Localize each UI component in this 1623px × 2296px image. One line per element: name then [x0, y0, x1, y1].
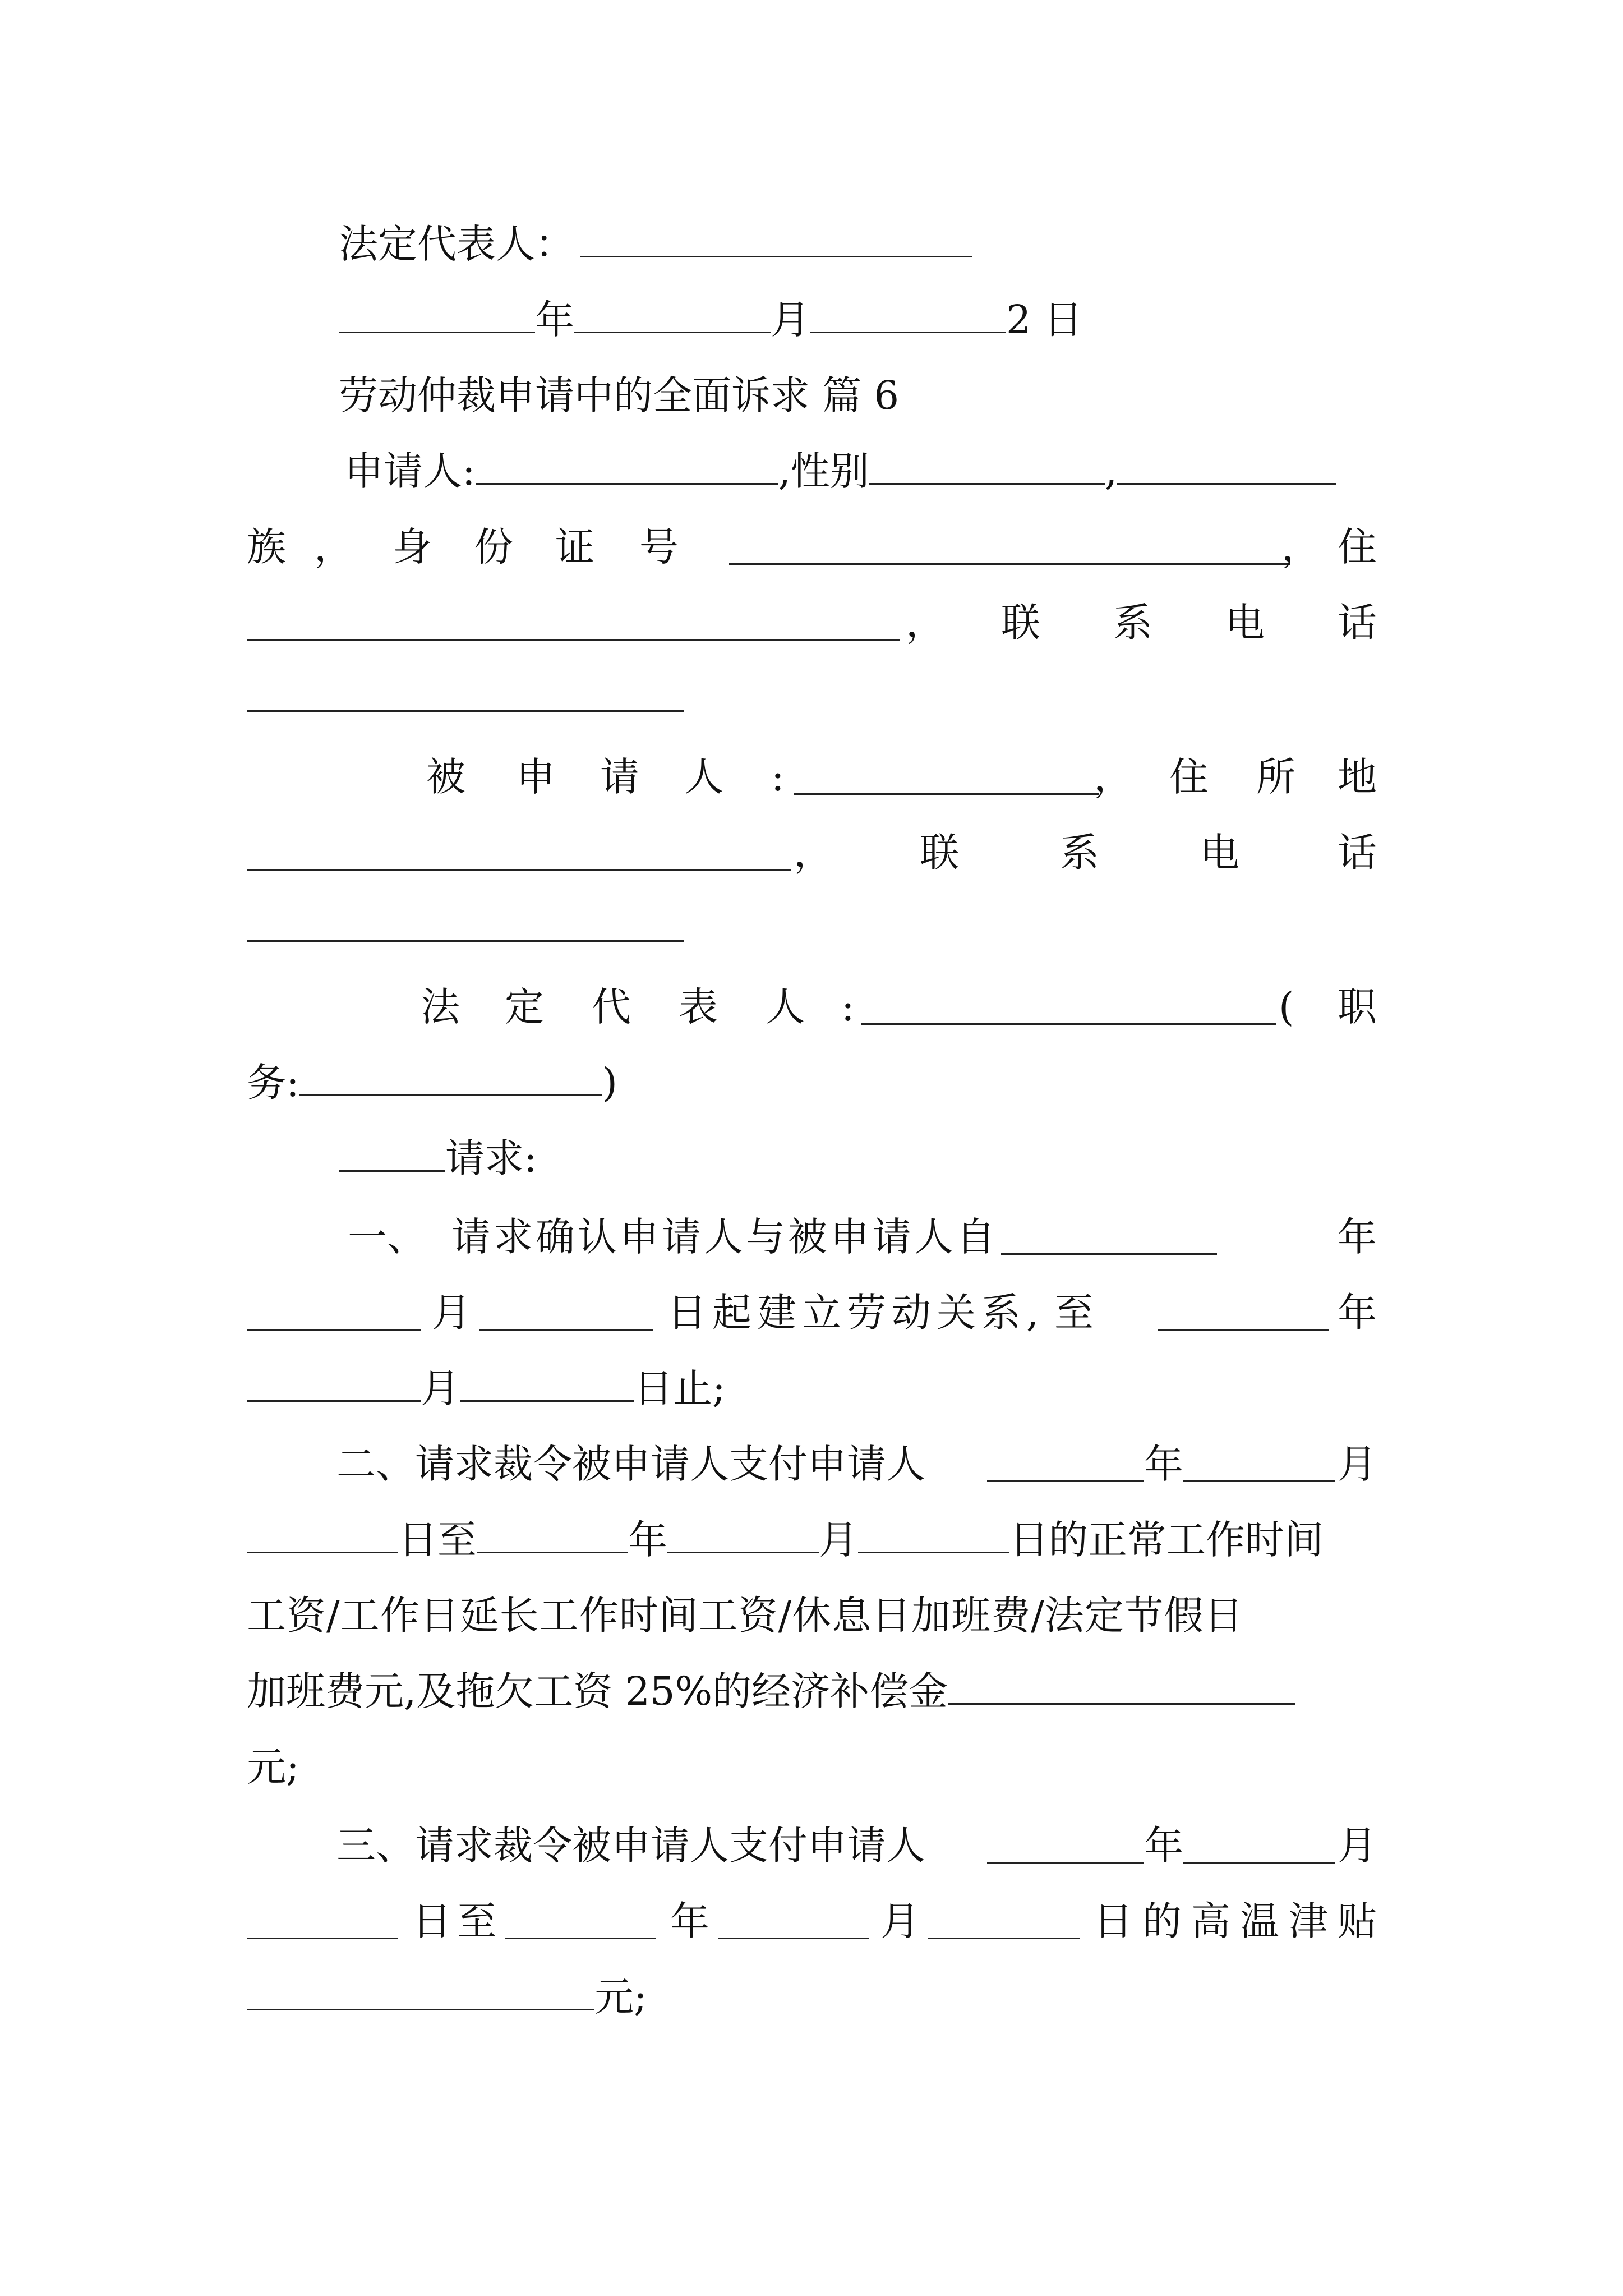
applicant-label: 申请人:	[344, 448, 476, 494]
month-label: 月	[1338, 1823, 1377, 1869]
item2-line-c	[247, 1593, 1244, 1639]
item3-char: 温	[1240, 1898, 1279, 1944]
item3-start-month-blank	[1183, 1832, 1335, 1864]
legal-rep-line-1	[339, 221, 972, 267]
tel-char: 联	[920, 830, 959, 876]
item1-char: 申	[830, 1214, 869, 1260]
colon: :	[771, 754, 785, 800]
item1-char: 建	[757, 1290, 796, 1336]
item3-char: 高	[1191, 1898, 1230, 1944]
respondent-line-3	[247, 909, 684, 948]
tel-char: 系	[1113, 600, 1152, 646]
applicant-name-blank	[476, 453, 778, 485]
start-month-blank	[247, 1299, 421, 1331]
start-day-blank	[479, 1299, 653, 1331]
start-year-blank	[1001, 1223, 1217, 1255]
tel-char: 系	[1060, 830, 1099, 876]
item3-end-day-blank	[928, 1907, 1080, 1939]
item1-char: 与	[746, 1214, 785, 1260]
item2-text: 加班费元,及拖欠工资 25%的经济补偿金	[247, 1668, 948, 1714]
comma: ，	[1094, 754, 1133, 800]
address-blank	[247, 609, 900, 641]
day-to-label: 日至	[398, 1517, 477, 1563]
rep-char: 代	[592, 984, 631, 1030]
item2-text: 二、请求裁令被申请人支付申请人	[336, 1441, 925, 1487]
item3-char: 的	[1142, 1898, 1182, 1944]
item3-start-day-blank	[247, 1907, 398, 1939]
item3-line-c	[247, 1974, 647, 2020]
item1-char: 至	[1054, 1290, 1094, 1336]
ethnic-label: 族	[247, 524, 286, 570]
item2-line-e	[247, 1744, 299, 1790]
colon: :	[841, 984, 855, 1030]
month-label: 月	[771, 297, 810, 343]
close-paren: )	[602, 1060, 617, 1106]
item1-char: 动	[892, 1290, 931, 1336]
legal-rep-line-3	[247, 1060, 617, 1106]
comma: ，	[794, 830, 833, 876]
item1-char: 立	[802, 1290, 841, 1336]
respondent-char: 请	[600, 754, 639, 800]
address-char: 住	[1169, 754, 1209, 800]
item3-text: 元;	[594, 1974, 647, 2020]
item2-line-d	[247, 1668, 1295, 1714]
item3-start-year-blank	[987, 1832, 1144, 1864]
address-label: 住	[1338, 524, 1377, 570]
duty-label: 务:	[247, 1060, 299, 1106]
item1-char: 系	[981, 1290, 1021, 1336]
item2-end-year-blank	[477, 1521, 628, 1553]
address-char: 所	[1256, 754, 1295, 800]
item2-end-day-blank	[858, 1521, 1009, 1553]
tel-char: 话	[1338, 830, 1377, 876]
item1-char: 认	[578, 1214, 617, 1260]
gender-label: ,性别	[778, 448, 869, 494]
address-char: 地	[1338, 754, 1377, 800]
rep-char: 定	[505, 984, 544, 1030]
item1-char: 劳	[847, 1290, 886, 1336]
item3-text: 三、请求裁令被申请人支付申请人	[336, 1823, 925, 1869]
item3-char: 贴	[1338, 1898, 1377, 1944]
item1-char: 申	[620, 1214, 659, 1260]
item2-start-day-blank	[247, 1521, 398, 1553]
item1-char: 起	[712, 1290, 751, 1336]
item1-char: 请	[662, 1214, 701, 1260]
item1-char: 日	[667, 1290, 707, 1336]
respondent-char: 被	[426, 754, 465, 800]
date-line	[339, 297, 1083, 343]
end-label: 日止;	[634, 1365, 726, 1411]
item3-char: 津	[1289, 1898, 1328, 1944]
ethnic-blank	[1117, 453, 1336, 485]
item1-char: 一、	[348, 1214, 426, 1260]
item1-char: 关	[937, 1290, 976, 1336]
year-blank	[339, 301, 535, 333]
legal-rep-blank	[580, 226, 972, 257]
day-label: 2 日	[1006, 297, 1083, 343]
section-heading	[339, 372, 900, 418]
open-paren: (	[1279, 984, 1294, 1030]
year-label: 年	[1338, 1290, 1377, 1336]
tel-char: 电	[1200, 830, 1239, 876]
month-label: 月	[432, 1290, 471, 1336]
item1-char: ,	[1026, 1290, 1039, 1336]
month-blank	[574, 301, 771, 333]
gender-blank	[869, 453, 1105, 485]
legal-rep-label: 法定代表人：	[339, 221, 574, 267]
year-label: 年	[1144, 1441, 1183, 1487]
id-number-blank	[729, 533, 1290, 565]
item3-char: 日	[1094, 1898, 1133, 1944]
tel-char: 电	[1225, 600, 1265, 646]
item2-text: 工资/工作日延长工作时间工资/休息日加班费/法定节假日	[247, 1593, 1244, 1639]
duty-char: 职	[1338, 984, 1377, 1030]
month-label: 月	[819, 1517, 858, 1563]
id-char: 份	[474, 524, 513, 570]
month-label: 月	[1338, 1441, 1377, 1487]
request-line	[339, 1135, 537, 1181]
item2-start-year-blank	[987, 1450, 1144, 1482]
item1-line-c	[247, 1365, 726, 1411]
respondent-char: 人	[684, 754, 723, 800]
duty-blank	[299, 1064, 602, 1096]
item1-char: 人	[704, 1214, 743, 1260]
comma: ,	[1104, 448, 1118, 494]
item3-char: 日	[412, 1898, 451, 1944]
respondent-phone-blank	[247, 910, 684, 942]
item2-end-month-blank	[667, 1521, 819, 1553]
comma: ，	[1281, 524, 1321, 570]
item1-char: 确	[536, 1214, 575, 1260]
applicant-line-4	[247, 679, 684, 718]
month-label: 月	[421, 1365, 460, 1411]
rep-name-blank	[861, 993, 1276, 1025]
month-label: 月	[880, 1898, 920, 1944]
phone-blank	[247, 680, 684, 712]
respondent-char: 申	[516, 754, 555, 800]
item2-line-b	[247, 1517, 1324, 1563]
item1-char: 人	[914, 1214, 953, 1260]
applicant-line-1	[344, 448, 1336, 494]
year-label: 年	[670, 1898, 709, 1944]
day-blank	[810, 301, 1006, 333]
id-char: 证	[555, 524, 594, 570]
respondent-address-blank	[247, 839, 791, 871]
id-char: 号	[639, 524, 679, 570]
item2-text: 元;	[247, 1744, 299, 1790]
allowance-blank	[247, 1978, 594, 2010]
item3-char: 至	[457, 1898, 496, 1944]
item1-char: 请	[872, 1214, 911, 1260]
end-month-blank	[247, 1370, 421, 1402]
item1-char: 被	[788, 1214, 827, 1260]
end-day-blank	[460, 1370, 634, 1402]
year-label: 年	[1144, 1823, 1183, 1869]
end-year-blank	[1158, 1299, 1329, 1331]
request-blank	[339, 1140, 445, 1172]
rep-char: 人	[766, 984, 805, 1030]
year-label: 年	[535, 297, 574, 343]
year-label: 年	[628, 1517, 667, 1563]
rep-char: 法	[421, 984, 460, 1030]
rep-char: 表	[679, 984, 718, 1030]
item2-text: 日的正常工作时间	[1009, 1517, 1324, 1563]
heading-text: 劳动仲裁申请中的全面诉求 篇 6	[339, 372, 900, 418]
year-label: 年	[1338, 1214, 1377, 1260]
item1-char: 请	[451, 1214, 491, 1260]
respondent-name-blank	[794, 763, 1099, 795]
item1-char: 求	[494, 1214, 533, 1260]
tel-char: 话	[1338, 600, 1377, 646]
comma: ，	[906, 600, 945, 646]
item1-char: 自	[956, 1214, 995, 1260]
id-char: 身	[393, 524, 432, 570]
tel-char: 联	[1001, 600, 1040, 646]
item2-start-month-blank	[1183, 1450, 1335, 1482]
compensation-blank	[948, 1673, 1295, 1705]
request-label: 请求:	[445, 1135, 537, 1181]
item3-end-month-blank	[718, 1907, 869, 1939]
comma: ，	[314, 524, 353, 570]
item3-end-year-blank	[505, 1907, 656, 1939]
